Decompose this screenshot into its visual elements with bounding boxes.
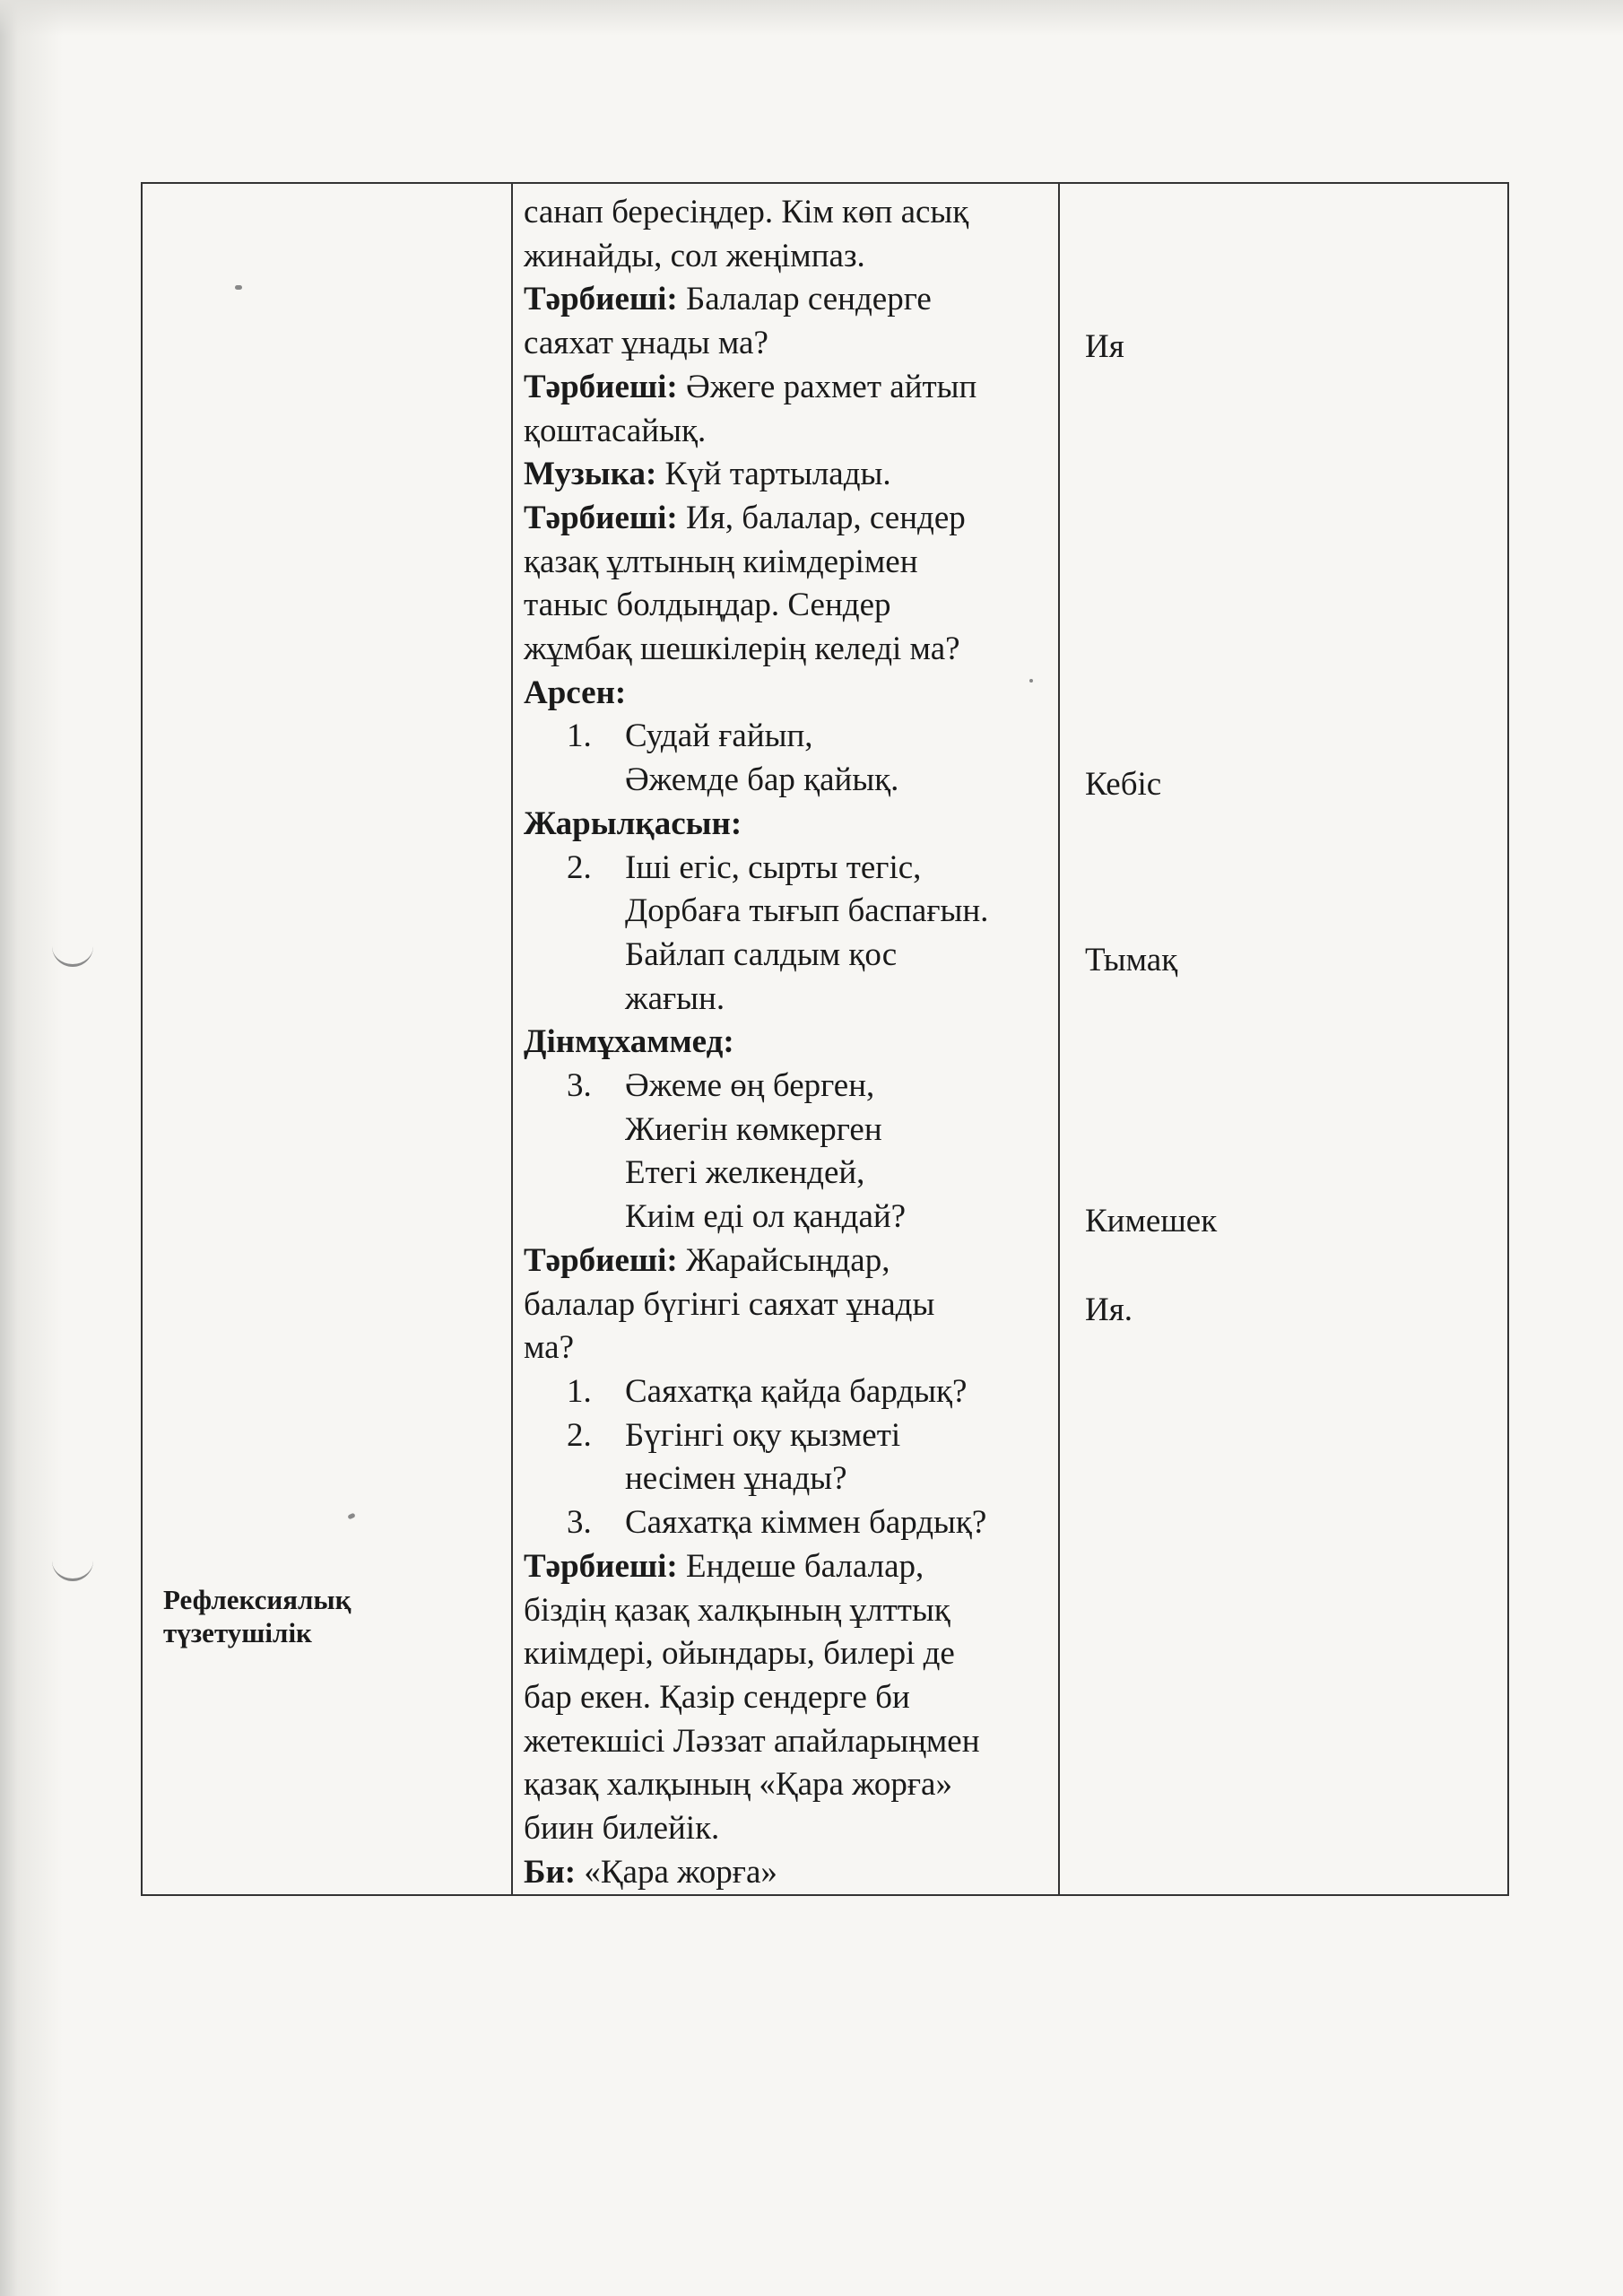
text-line: биин билейік. — [524, 1810, 720, 1848]
child-answer: Кимешек — [1085, 1203, 1218, 1239]
text-line: қазақ ұлтының киімдерімен — [524, 543, 918, 580]
text-line: балалар бүгінгі саяхат ұнады — [524, 1285, 935, 1323]
question-line: 2. Бүгінгі оқу қызметі — [567, 1416, 901, 1454]
text-line: қазақ халқының «Қара жорға» — [524, 1766, 952, 1804]
column-divider — [1058, 184, 1060, 1894]
text-line: таныс болдыңдар. Сендер — [524, 587, 891, 624]
speaker-label: Би: — [524, 1853, 577, 1891]
teacher-line: Тәрбиеші: Ендеше балалар, — [524, 1547, 924, 1585]
teacher-line: Тәрбиеші: Ия, балалар, сендер — [524, 499, 966, 536]
music-line: Музыка: Күй тартылады. — [524, 456, 891, 493]
riddle-line: Жиегін көмкерген — [625, 1110, 882, 1148]
speaker-label: Арсен: — [524, 674, 627, 711]
speaker-label: Дінмұхаммед: — [524, 1023, 734, 1061]
stage-label: Рефлексиялық түзетушілік — [163, 1584, 352, 1648]
speaker-label: Жарылқасын: — [524, 804, 742, 842]
riddle-line: Әжемде бар қайық. — [625, 761, 899, 799]
text-line: қоштасайық. — [524, 412, 707, 449]
text-line: киімдері, ойындары, билері де — [524, 1635, 955, 1673]
child-speaker — [524, 803, 1053, 847]
riddle-line: 3. Әжеме өң берген, — [567, 1067, 875, 1105]
question-line: несімен ұнады? — [625, 1460, 847, 1498]
riddle-line: жағын. — [625, 979, 725, 1017]
scan-shadow-top — [0, 0, 1623, 36]
child-speaker — [524, 1021, 1053, 1065]
teacher-line: Тәрбиеші: Балалар сендерге — [524, 281, 932, 318]
question-line: 3. Саяхатқа кіммен бардық? — [567, 1504, 987, 1542]
speaker-label: Тәрбиеші: — [524, 1241, 678, 1279]
scan-shadow-left — [0, 0, 63, 2296]
teacher-line: Тәрбиеші: Жарайсыңдар, — [524, 1241, 890, 1279]
child-answer: Ия — [1085, 328, 1124, 365]
text-line: жинайды, сол жеңімпаз. — [524, 237, 865, 274]
speaker-label: Тәрбиеші: — [524, 281, 678, 318]
child-answer: Тымақ — [1085, 942, 1178, 978]
speaker-label: Тәрбиеші: — [524, 499, 678, 536]
column-divider — [511, 184, 513, 1894]
lesson-script — [524, 191, 1053, 1894]
text-line: санап бересіңдер. Кім көп асық — [524, 194, 969, 230]
riddle-line: 2. Іші егіс, сырты тегіс, — [567, 848, 922, 886]
text-line: бар екен. Қазір сендерге би — [524, 1678, 910, 1716]
text-line: жетекшісі Ләззат апайларыңмен — [524, 1722, 980, 1760]
riddle-line: 1. Судай ғайып, — [567, 718, 813, 755]
speaker-label: Тәрбиеші: — [524, 368, 678, 405]
text-line: саяхат ұнады ма? — [524, 325, 768, 362]
question-line: 1. Саяхатқа қайда бардық? — [567, 1372, 968, 1410]
dance-line: Би: «Қара жорға» — [524, 1853, 777, 1891]
riddle-line: Дорбаға тығып баспағын. — [625, 892, 989, 930]
speaker-label: Тәрбиеші: — [524, 1547, 678, 1585]
riddle-line: Байлап салдым қос — [625, 935, 898, 973]
child-answer: Кебіс — [1085, 766, 1162, 803]
text-line: ма? — [524, 1329, 575, 1367]
riddle-line: Киім еді ол қандай? — [625, 1198, 907, 1236]
child-speaker — [524, 672, 1053, 716]
text-line: біздің қазақ халқының ұлттық — [524, 1591, 950, 1629]
child-answer: Ия. — [1085, 1292, 1133, 1328]
lesson-table — [141, 182, 1509, 1896]
text-line: жұмбақ шешкілерің келеді ма? — [524, 631, 960, 668]
speaker-label: Музыка: — [524, 456, 657, 493]
teacher-line: Тәрбиеші: Әжеге рахмет айтып — [524, 368, 977, 405]
riddle-line: Етегі желкендей, — [625, 1154, 865, 1192]
